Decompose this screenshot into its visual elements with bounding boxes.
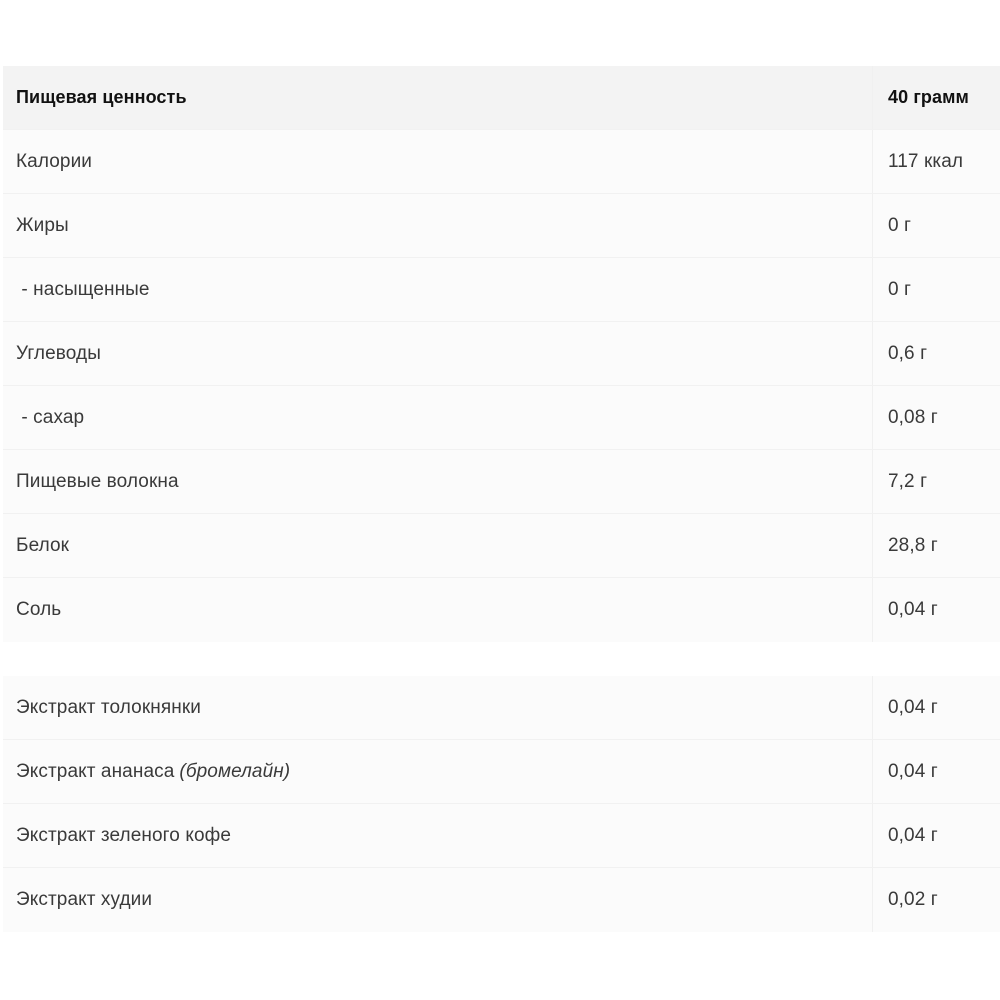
nutrient-value: 0,6 г xyxy=(888,342,928,364)
extract-value: 0,04 г xyxy=(888,696,938,718)
extract-name: Экстракт зеленого кофе xyxy=(16,824,232,846)
nutrient-value: 0,08 г xyxy=(888,406,938,428)
table-row xyxy=(3,514,1000,578)
header-amount: 40 грамм xyxy=(888,87,969,107)
extracts-table xyxy=(3,676,1000,932)
extract-value: 0,02 г xyxy=(888,889,938,910)
extract-name: Экстракт ананаса xyxy=(16,760,175,782)
table-row xyxy=(3,868,1000,932)
nutrient-name: Углеводы xyxy=(3,322,873,385)
extract-value: 0,04 г xyxy=(888,824,938,846)
extract-name-cell xyxy=(3,804,873,867)
nutrition-table xyxy=(3,66,1000,642)
nutrient-name: Соль xyxy=(3,578,873,642)
table-row xyxy=(3,450,1000,514)
extract-name: Экстракт толокнянки xyxy=(16,696,201,718)
nutrient-value: 0,04 г xyxy=(888,599,938,620)
nutrient-name: Пищевые волокна xyxy=(3,450,873,513)
table-separator xyxy=(3,650,1000,676)
nutrient-value: 28,8 г xyxy=(888,534,938,556)
extract-note: (бромелайн) xyxy=(179,760,291,782)
table-row xyxy=(3,578,1000,642)
extract-value: 0,04 г xyxy=(888,760,938,782)
extract-name-cell xyxy=(3,868,873,932)
nutrient-name: Калории xyxy=(3,130,873,193)
table-row xyxy=(3,676,1000,740)
nutrient-value: 117 ккал xyxy=(888,150,964,172)
extract-name-cell xyxy=(3,676,873,739)
nutrient-name: Жиры xyxy=(3,194,873,257)
extract-name-cell xyxy=(3,740,873,803)
table-row xyxy=(3,194,1000,258)
table-row xyxy=(3,386,1000,450)
nutrient-value: 0 г xyxy=(888,214,912,236)
table-row xyxy=(3,322,1000,386)
table-header-row xyxy=(3,66,1000,130)
table-row xyxy=(3,130,1000,194)
header-label: Пищевая ценность xyxy=(3,66,873,129)
nutrient-name: - насыщенные xyxy=(3,258,873,321)
nutrient-name: - сахар xyxy=(3,386,873,449)
nutrient-value: 7,2 г xyxy=(888,470,928,492)
nutrient-name: Белок xyxy=(3,514,873,577)
extract-name: Экстракт худии xyxy=(16,889,153,910)
nutrient-value: 0 г xyxy=(888,278,912,300)
table-row xyxy=(3,740,1000,804)
table-row xyxy=(3,804,1000,868)
table-row xyxy=(3,258,1000,322)
